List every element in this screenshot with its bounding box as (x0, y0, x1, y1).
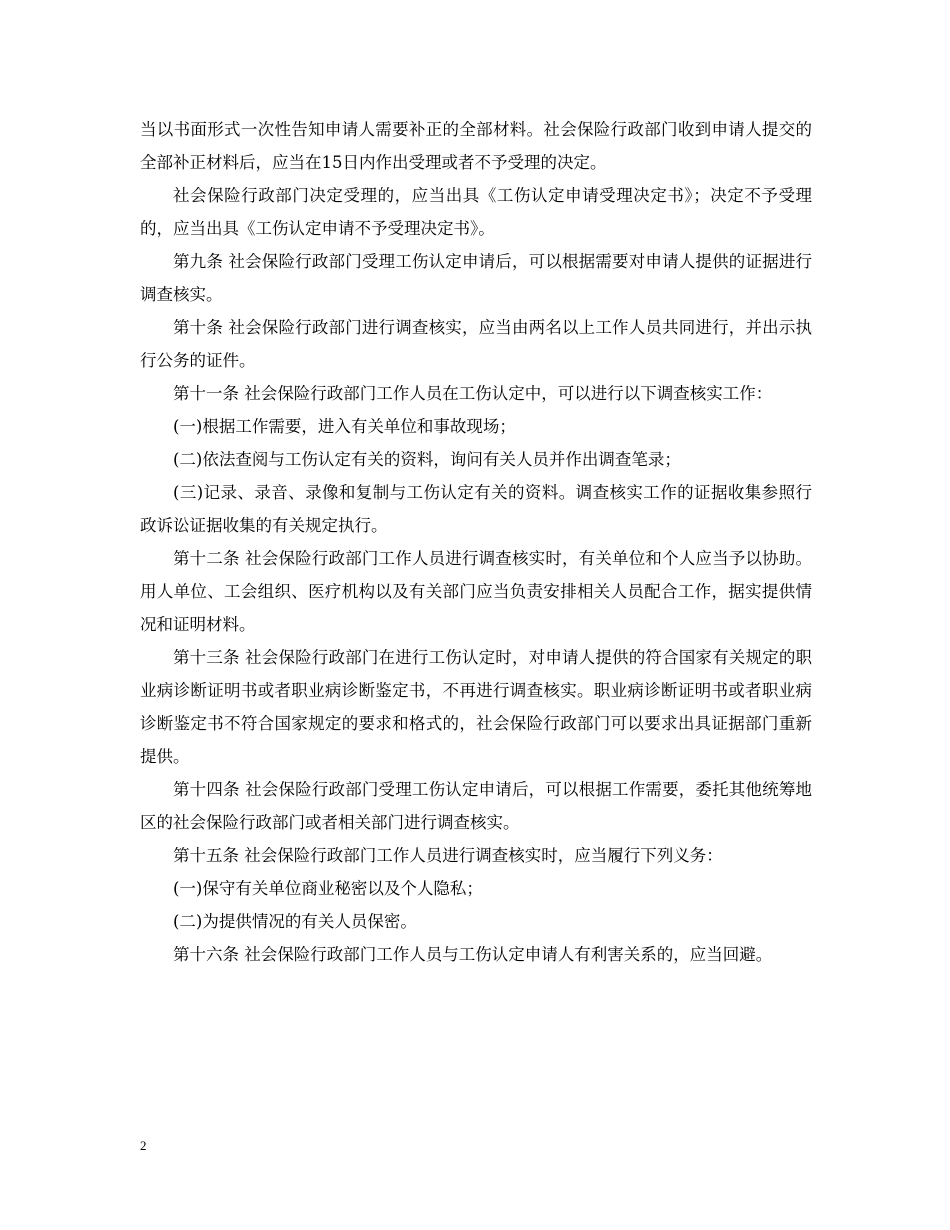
article-11-item-2: (二)依法查阅与工伤认定有关的资料，询问有关人员并作出调查笔录； (173, 450, 681, 469)
article-11-item-3: (三)记录、录音、录像和复制与工伤认定有关的资料。调查核实工作的证据收集参照行政诉讼证据收集的有关规定执行。 (140, 483, 812, 535)
article-15-item-1: (一)保守有关单位商业秘密以及个人隐私； (173, 879, 483, 898)
article-10: 第十条 社会保险行政部门进行调查核实，应当由两名以上工作人员共同进行，并出示执行公务的证件。 (140, 318, 812, 370)
article-11-item-1: (一)根据工作需要，进入有关单位和事故现场； (173, 417, 516, 436)
article-16: 第十六条 社会保险行政部门工作人员与工伤认定申请人有利害关系的，应当回避。 (173, 945, 773, 964)
article-15: 第十五条 社会保险行政部门工作人员进行调查核实时，应当履行下列义务： (173, 846, 723, 865)
paragraph-1: 当以书面形式一次性告知申请人需要补正的全部材料。社会保险行政部门收到申请人提交的全部补正材料后，应当在15日内作出受理或者不予受理的决定。 (140, 120, 812, 172)
article-9: 第九条 社会保险行政部门受理工伤认定申请后，可以根据需要对申请人提供的证据进行调查核实。 (140, 252, 812, 304)
article-12: 第十二条 社会保险行政部门工作人员进行调查核实时，有关单位和个人应当予以协助。用人单位、工会组织、医疗机构以及有关部门应当负责安排相关人员配合工作，据实提供情况和证明材料。 (140, 549, 812, 634)
article-15-item-2: (二)为提供情况的有关人员保密。 (173, 912, 417, 931)
article-14: 第十四条 社会保险行政部门受理工伤认定申请后，可以根据工作需要，委托其他统筹地区的社会保险行政部门或者相关部门进行调查核实。 (140, 780, 812, 832)
paragraph-2: 社会保险行政部门决定受理的，应当出具《工伤认定申请受理决定书》；决定不予受理的，应当出具《工伤认定申请不予受理决定书》。 (140, 186, 812, 238)
article-13: 第十三条 社会保险行政部门在进行工伤认定时，对申请人提供的符合国家有关规定的职业病诊断证明书或者职业病诊断鉴定书，不再进行调查核实。职业病诊断证明书或者职业病诊断鉴定书不符合国家规定的要求和格式的，社会保险行政部门可以要求出具证据部门重新提供。 (140, 648, 812, 766)
body-text (140, 113, 812, 971)
page-number: 2 (140, 1138, 147, 1153)
article-11: 第十一条 社会保险行政部门工作人员在工伤认定中，可以进行以下调查核实工作： (173, 384, 773, 403)
